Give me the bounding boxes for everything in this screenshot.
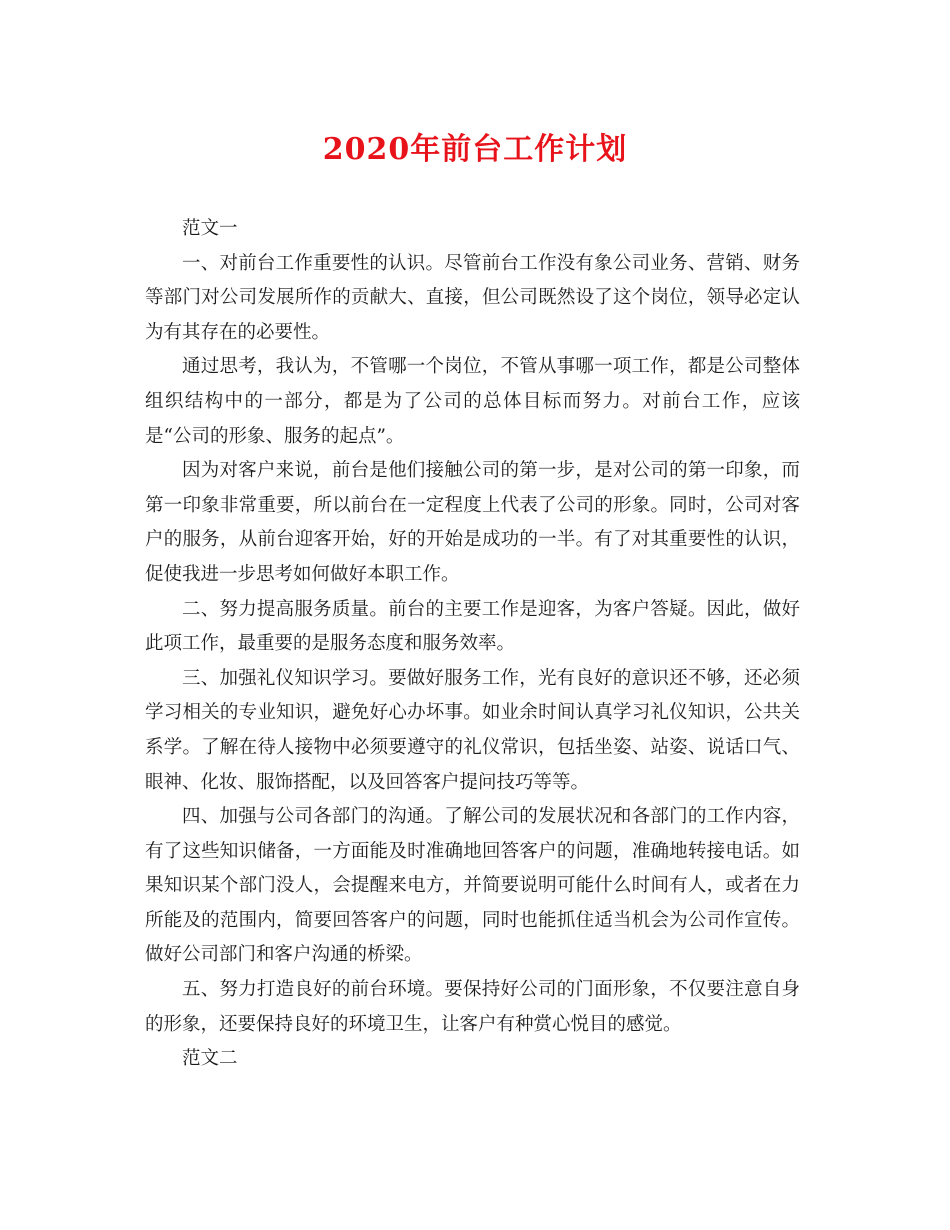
paragraph: 因为对客户来说，前台是他们接触公司的第一步，是对公司的第一印象，而第一印象非常重要，所以前台在一定程度上代表了公司的形象。同时，公司对客户的服务，从前台迎客开始，好的开始是成功的一半。有了对其重要性的认识，促使我进一步思考如何做好本职工作。 [145, 460, 800, 585]
paragraph: 一、对前台工作重要性的认识。尽管前台工作没有象公司业务、营销、财务等部门对公司发展所作的贡献大、直接，但公司既然设了这个岗位，领导必定认为有其存在的必要性。 [145, 252, 800, 343]
paragraph: 二、努力提高服务质量。前台的主要工作是迎客，为客户答疑。因此，做好此项工作，最重要的是服务态度和服务效率。 [145, 598, 800, 655]
paragraph: 四、加强与公司各部门的沟通。了解公司的发展状况和各部门的工作内容，有了这些知识储备，一方面能及时准确地回答客户的问题，准确地转接电话。如果知识某个部门没人，会提醒来电方，并简要说明可能什么时间有人，或者在力所能及的范围内，简要回答客户的问题，同时也能抓住适当机会为公司作宣传。做好公司部门和客户沟通的桥梁。 [145, 806, 800, 966]
paragraph: 三、加强礼仪知识学习。要做好服务工作，光有良好的意识还不够，还必须学习相关的专业知识，避免好心办坏事。如业余时间认真学习礼仪知识，公共关系学。了解在待人接物中必须要遵守的礼仪常识，包括坐姿、站姿、说话口气、眼神、化妆、服饰搭配，以及回答客户提问技巧等等。 [145, 667, 800, 793]
document-body [145, 212, 800, 1077]
paragraph: 通过思考，我认为，不管哪一个岗位，不管从事哪一项工作，都是公司整体组织结构中的一部分，都是为了公司的总体目标而努力。对前台工作，应该是“公司的形象、服务的起点”。 [145, 356, 800, 447]
paragraph: 五、努力打造良好的前台环境。要保持好公司的门面形象，不仅要注意自身的形象，还要保持良好的环境卫生，让客户有种赏心悦目的感觉。 [145, 979, 800, 1035]
section-heading-sample-two: 范文二 [182, 1048, 238, 1070]
section-heading-sample-one: 范文一 [182, 218, 238, 239]
document-title: 2020年前台工作计划 [322, 132, 628, 167]
